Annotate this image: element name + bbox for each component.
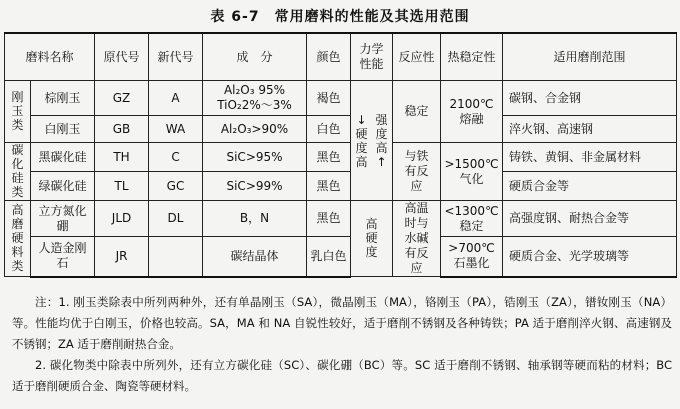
table-row — [5, 237, 677, 277]
group-label: 碳化硅类 — [11, 143, 24, 199]
header-old-code: 原代号 — [95, 33, 149, 81]
table-row — [5, 116, 677, 143]
cell-color: 黑色 — [307, 143, 351, 172]
cell-old-code: JR — [95, 237, 149, 277]
header-reactivity: 反应性 — [393, 33, 441, 81]
header-mech: 力学性能 — [351, 33, 393, 81]
cell-reactivity: 稳定 — [393, 81, 441, 143]
table-title: 表 6-7 常用磨料的性能及其选用范围 — [210, 9, 470, 25]
thermal-line: 2100℃ — [449, 96, 494, 111]
cell-thermal — [441, 237, 503, 277]
arrow-down-icon: ↓ — [356, 112, 367, 127]
cell-usage: 淬火钢、高速钢 — [503, 116, 677, 143]
arrow-up-icon: ↑ — [376, 154, 387, 169]
cell-reactivity: 高温时与水碱有反应 — [393, 201, 441, 277]
cell-name: 棕刚玉 — [31, 81, 95, 116]
cell-composition: Al₂O₃>90% — [203, 116, 307, 143]
thermal-line: 气化 — [459, 171, 484, 186]
cell-mech-superhard — [351, 201, 393, 277]
cell-old-code: JLD — [95, 201, 149, 237]
cell-old-code: GB — [95, 116, 149, 143]
header-usage: 适用磨削范围 — [503, 33, 677, 81]
note-1: 注：1. 刚玉类除表中所列两种外，还有单晶刚玉（SA），微晶刚玉（MA），铬刚玉（PA），锆刚玉（ZA），镨钕刚玉（NA）等。性能均优于白刚玉，价格也较高。SA，MA 和 NA 自锐性较好，适于磨削不锈钢及各种铸铁；PA 适于磨削淬火钢、高速钢及不锈钢；ZA 适于磨削耐热合金。 — [12, 295, 672, 351]
table-row — [5, 201, 677, 237]
header-color: 颜色 — [307, 33, 351, 81]
cell-color: 乳白色 — [307, 237, 351, 277]
header-new-code: 新代号 — [149, 33, 203, 81]
cell-name: 绿碳化硅 — [31, 172, 95, 201]
cell-old-code: TH — [95, 143, 149, 172]
notes — [12, 292, 672, 397]
group-carbide — [5, 143, 31, 201]
cell-new-code — [149, 237, 203, 277]
cell-color: 白色 — [307, 116, 351, 143]
cell-color: 黑色 — [307, 201, 351, 237]
table-row — [5, 172, 677, 201]
cell-name: 黑碳化硅 — [31, 143, 95, 172]
group-corundum — [5, 81, 31, 143]
cell-composition — [203, 81, 307, 116]
table-row — [5, 81, 677, 116]
note-2: 2. 碳化物类中除表中所列外，还有立方碳化硅（SC）、碳化硼（BC）等。SC 适于磨削不锈钢、轴承钢等硬而粘的材料；BC 适于磨削硬质合金、陶瓷等硬材料。 — [12, 358, 672, 393]
cell-thermal — [441, 201, 503, 237]
cell-composition: SiC>99% — [203, 172, 307, 201]
cell-thermal — [441, 81, 503, 143]
composition-line: Al₂O₃ 95% — [223, 83, 286, 97]
header-material: 磨料名称 — [5, 33, 95, 81]
cell-new-code: A — [149, 81, 203, 116]
cell-color: 黑色 — [307, 172, 351, 201]
header-composition: 成 分 — [203, 33, 307, 81]
cell-usage: 碳钢、合金钢 — [503, 81, 677, 116]
cell-usage: 铸铁、黄铜、非金属材料 — [503, 143, 677, 172]
cell-new-code: GC — [149, 172, 203, 201]
cell-usage: 硬质合金等 — [503, 172, 677, 201]
header-thermal: 热稳定性 — [441, 33, 503, 81]
group-superhard — [5, 201, 31, 277]
cell-composition: B，N — [203, 201, 307, 237]
cell-mech — [351, 81, 393, 201]
thermal-line: 石墨化 — [453, 256, 490, 271]
strength-label: 强度高 — [375, 112, 388, 155]
cell-new-code: DL — [149, 201, 203, 237]
composition-line: TiO₂2%～3% — [217, 98, 292, 112]
thermal-line: >1500℃ — [444, 156, 499, 171]
thermal-line: <1300℃ — [444, 203, 499, 218]
cell-composition: SiC>95% — [203, 143, 307, 172]
cell-usage: 高强度钢、耐热合金等 — [503, 201, 677, 237]
cell-old-code: GZ — [95, 81, 149, 116]
thermal-line: 稳定 — [459, 218, 484, 233]
thermal-line: 熔融 — [459, 111, 484, 126]
cell-old-code: TL — [95, 172, 149, 201]
cell-new-code: C — [149, 143, 203, 172]
table-row — [5, 143, 677, 172]
cell-name: 人造金刚石 — [31, 237, 95, 277]
cell-name: 立方氮化硼 — [31, 201, 95, 237]
cell-thermal — [441, 143, 503, 201]
cell-composition: 碳结晶体 — [203, 237, 307, 277]
abrasive-table — [4, 32, 677, 278]
group-label: 高磨硬料类 — [11, 203, 24, 273]
thermal-line: >700℃ — [448, 241, 495, 256]
hardness-label: 硬度高 — [355, 126, 368, 169]
cell-color: 褐色 — [307, 81, 351, 116]
group-label: 刚玉类 — [11, 90, 24, 132]
superhard-label: 高硬度 — [365, 217, 378, 259]
cell-reactivity: 与铁有反应 — [393, 143, 441, 201]
cell-new-code: WA — [149, 116, 203, 143]
cell-name: 白刚玉 — [31, 116, 95, 143]
cell-usage: 硬质合金、光学玻璃等 — [503, 237, 677, 277]
header-row — [5, 33, 677, 81]
